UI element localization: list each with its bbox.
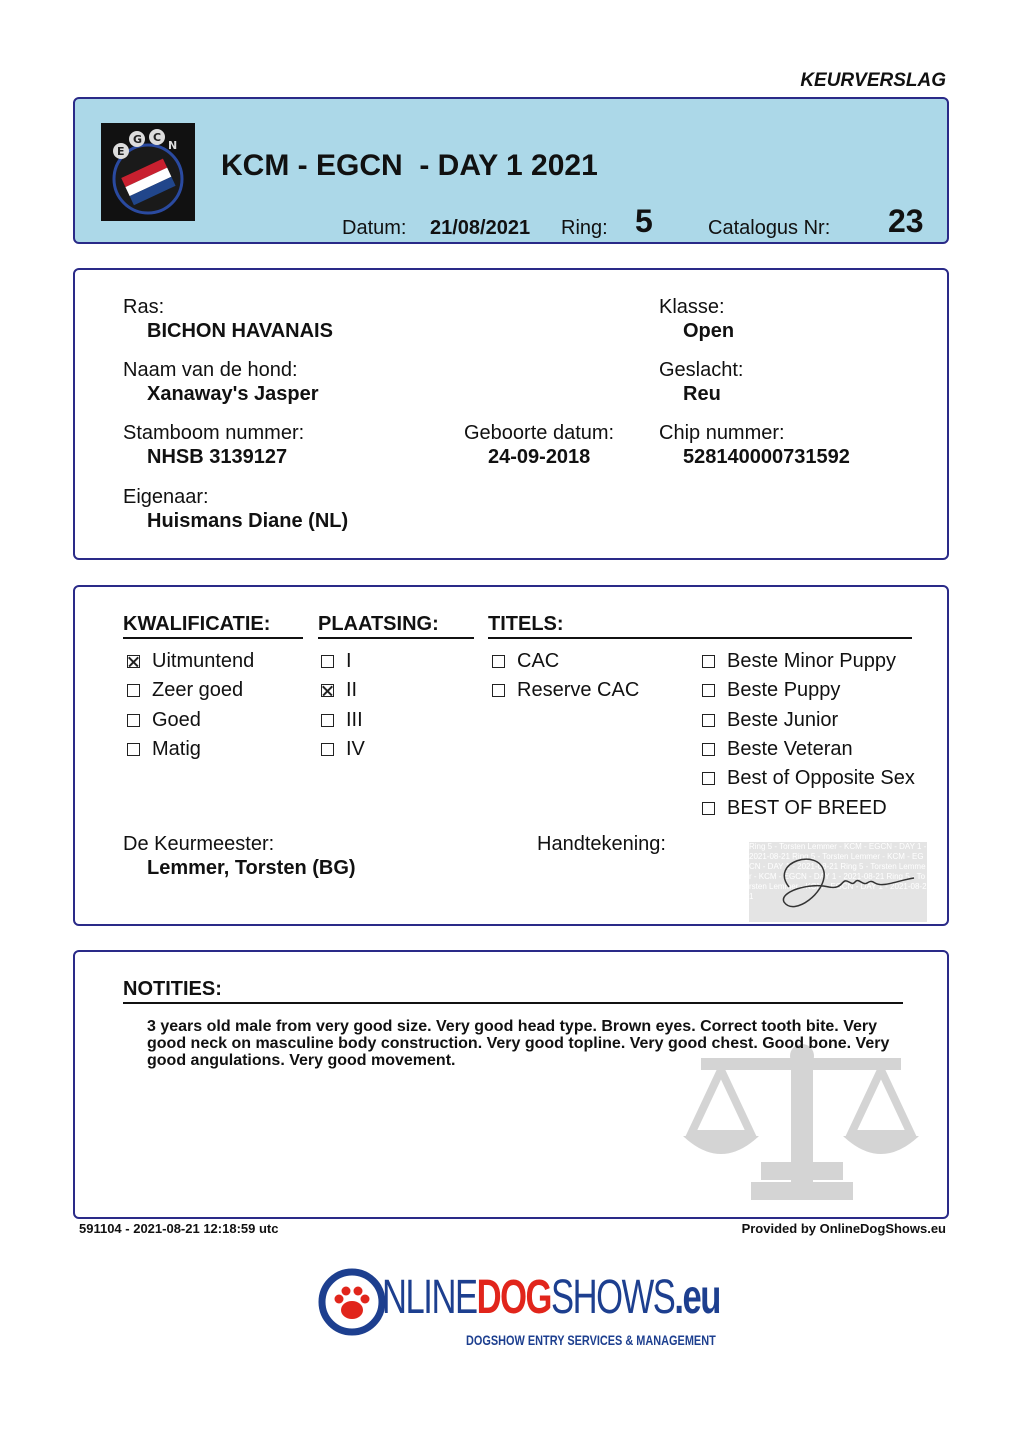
title-option-label: BEST OF BREED — [727, 796, 887, 819]
checkbox-icon[interactable] — [492, 655, 505, 668]
notes-text: 3 years old male from very good size. Very good head type. Brown eyes. Correct tooth bite. Very good neck on masculine body construction. Very good topline. Very good chest. Good bone. Very good angulations. Very good movement. — [147, 1018, 890, 1069]
checkbox-icon[interactable] — [702, 743, 715, 756]
judging-panel — [73, 585, 949, 926]
svg-text:E: E — [117, 145, 125, 158]
title-option — [702, 793, 915, 822]
placement-option-label: III — [346, 708, 363, 731]
signature-image — [749, 842, 927, 922]
breed-label: Ras: — [123, 296, 165, 318]
judge-label: De Keurmeester: — [123, 833, 275, 855]
qualification-option-label: Goed — [152, 708, 201, 731]
birth-date-label: Geboorte datum: — [464, 422, 615, 444]
titles-left-options — [492, 647, 639, 706]
placement-option-label: II — [346, 679, 358, 702]
breed-value: BICHON HAVANAIS — [147, 320, 333, 342]
birth-date-value: 24-09-2018 — [488, 446, 591, 468]
placement-option-label: IV — [346, 738, 365, 761]
onlinedogshows-logo — [318, 1262, 720, 1357]
notes-panel — [73, 950, 949, 1219]
title-option — [492, 676, 639, 705]
checked-checkbox-icon[interactable] — [321, 684, 334, 697]
qualification-option-label: Matig — [152, 738, 201, 761]
checkbox-icon[interactable] — [702, 772, 715, 785]
date-label: Datum: — [342, 217, 407, 239]
qualification-option-label: Zeer goed — [152, 679, 244, 702]
qualification-option-label: Uitmuntend — [152, 650, 255, 673]
title-option — [702, 764, 915, 793]
chip-label: Chip nummer: — [659, 422, 785, 444]
placement-option — [321, 735, 365, 764]
class-value: Open — [683, 320, 735, 342]
qualification-heading: KWALIFICATIE: — [123, 613, 303, 639]
title-option-label: Reserve CAC — [517, 679, 640, 702]
title-option-label: Beste Puppy — [727, 679, 841, 702]
checkbox-icon[interactable] — [702, 714, 715, 727]
footer-left: 591104 - 2021-08-21 12:18:59 utc — [79, 1221, 279, 1236]
svg-text:N: N — [168, 139, 178, 152]
checkbox-icon[interactable] — [492, 684, 505, 697]
svg-text:G: G — [133, 133, 143, 146]
placement-option — [321, 676, 365, 705]
dog-name-value: Xanaway's Jasper — [147, 383, 319, 405]
checkbox-icon[interactable] — [127, 714, 140, 727]
brand-wordmark: NLINEDOGSHOWS.eu — [382, 1271, 720, 1324]
checkbox-icon[interactable] — [702, 655, 715, 668]
title-option-label: CAC — [517, 650, 560, 673]
titles-heading: TITELS: — [488, 613, 912, 639]
qualification-options — [127, 647, 254, 764]
qualification-option — [127, 647, 254, 676]
event-title: KCM - EGCN - DAY 1 2021 — [221, 149, 598, 182]
title-option — [492, 647, 639, 676]
checkbox-icon[interactable] — [127, 743, 140, 756]
title-option-label: Beste Junior — [727, 708, 839, 731]
footer-right: Provided by OnlineDogShows.eu — [741, 1221, 946, 1236]
chip-value: 528140000731592 — [683, 446, 850, 468]
signature-label: Handtekening: — [537, 833, 666, 855]
judge-value: Lemmer, Torsten (BG) — [147, 857, 356, 879]
title-option — [702, 676, 915, 705]
checkbox-icon[interactable] — [321, 714, 334, 727]
checkbox-icon[interactable] — [321, 655, 334, 668]
titles-right-options — [702, 647, 915, 823]
catalog-label: Catalogus Nr: — [708, 217, 831, 239]
pedigree-label: Stamboom nummer: — [123, 422, 305, 444]
dog-info-panel — [73, 268, 949, 560]
document-type: KEURVERSLAG — [800, 70, 946, 91]
placement-options — [321, 647, 365, 764]
qualification-option — [127, 706, 254, 735]
date-value: 21/08/2021 — [430, 217, 531, 239]
owner-label: Eigenaar: — [123, 486, 209, 508]
title-option-label: Beste Veteran — [727, 738, 853, 761]
qualification-option — [127, 676, 254, 705]
title-option — [702, 647, 915, 676]
signature-watermark: Ring 5 - Torsten Lemmer - KCM - EGCN - DAY 1 - 2021-08-21 Ring 5 - Torsten Lemmer - KCM - EGCN - DAY 1 - 2021-08-21 Ring 5 - Torsten Lemmer - KCM - EGCN - DAY 1 - 2021-08-21 Ring 5 - Torsten Lemmer - KCM - EGCN - DAY 1 - 2021-08-21 — [749, 842, 927, 901]
ring-value: 5 — [635, 203, 653, 239]
checked-checkbox-icon[interactable] — [127, 655, 140, 668]
checkbox-icon[interactable] — [321, 743, 334, 756]
sex-label: Geslacht: — [659, 359, 744, 381]
checkbox-icon[interactable] — [702, 802, 715, 815]
brand-tagline: DOGSHOW ENTRY SERVICES & MANAGEMENT — [466, 1332, 716, 1348]
title-option-label: Beste Minor Puppy — [727, 650, 896, 673]
svg-text:C: C — [153, 131, 162, 144]
placement-option-label: I — [346, 650, 352, 673]
placement-option — [321, 647, 365, 676]
pedigree-value: NHSB 3139127 — [147, 446, 288, 468]
placement-option — [321, 706, 365, 735]
qualification-option — [127, 735, 254, 764]
title-option-label: Best of Opposite Sex — [727, 767, 915, 790]
ring-label: Ring: — [561, 217, 608, 239]
placement-heading: PLAATSING: — [318, 613, 474, 639]
club-logo — [101, 123, 195, 221]
title-option — [702, 706, 915, 735]
catalog-value: 23 — [888, 203, 924, 239]
title-option — [702, 735, 915, 764]
class-label: Klasse: — [659, 296, 725, 318]
header-panel — [73, 97, 949, 244]
checkbox-icon[interactable] — [702, 684, 715, 697]
sex-value: Reu — [683, 383, 721, 405]
checkbox-icon[interactable] — [127, 684, 140, 697]
owner-value: Huismans Diane (NL) — [147, 510, 349, 532]
notes-heading: NOTITIES: — [123, 978, 903, 1004]
paw-icon — [318, 1266, 386, 1338]
dog-name-label: Naam van de hond: — [123, 359, 298, 381]
signature-scribble — [749, 842, 927, 922]
